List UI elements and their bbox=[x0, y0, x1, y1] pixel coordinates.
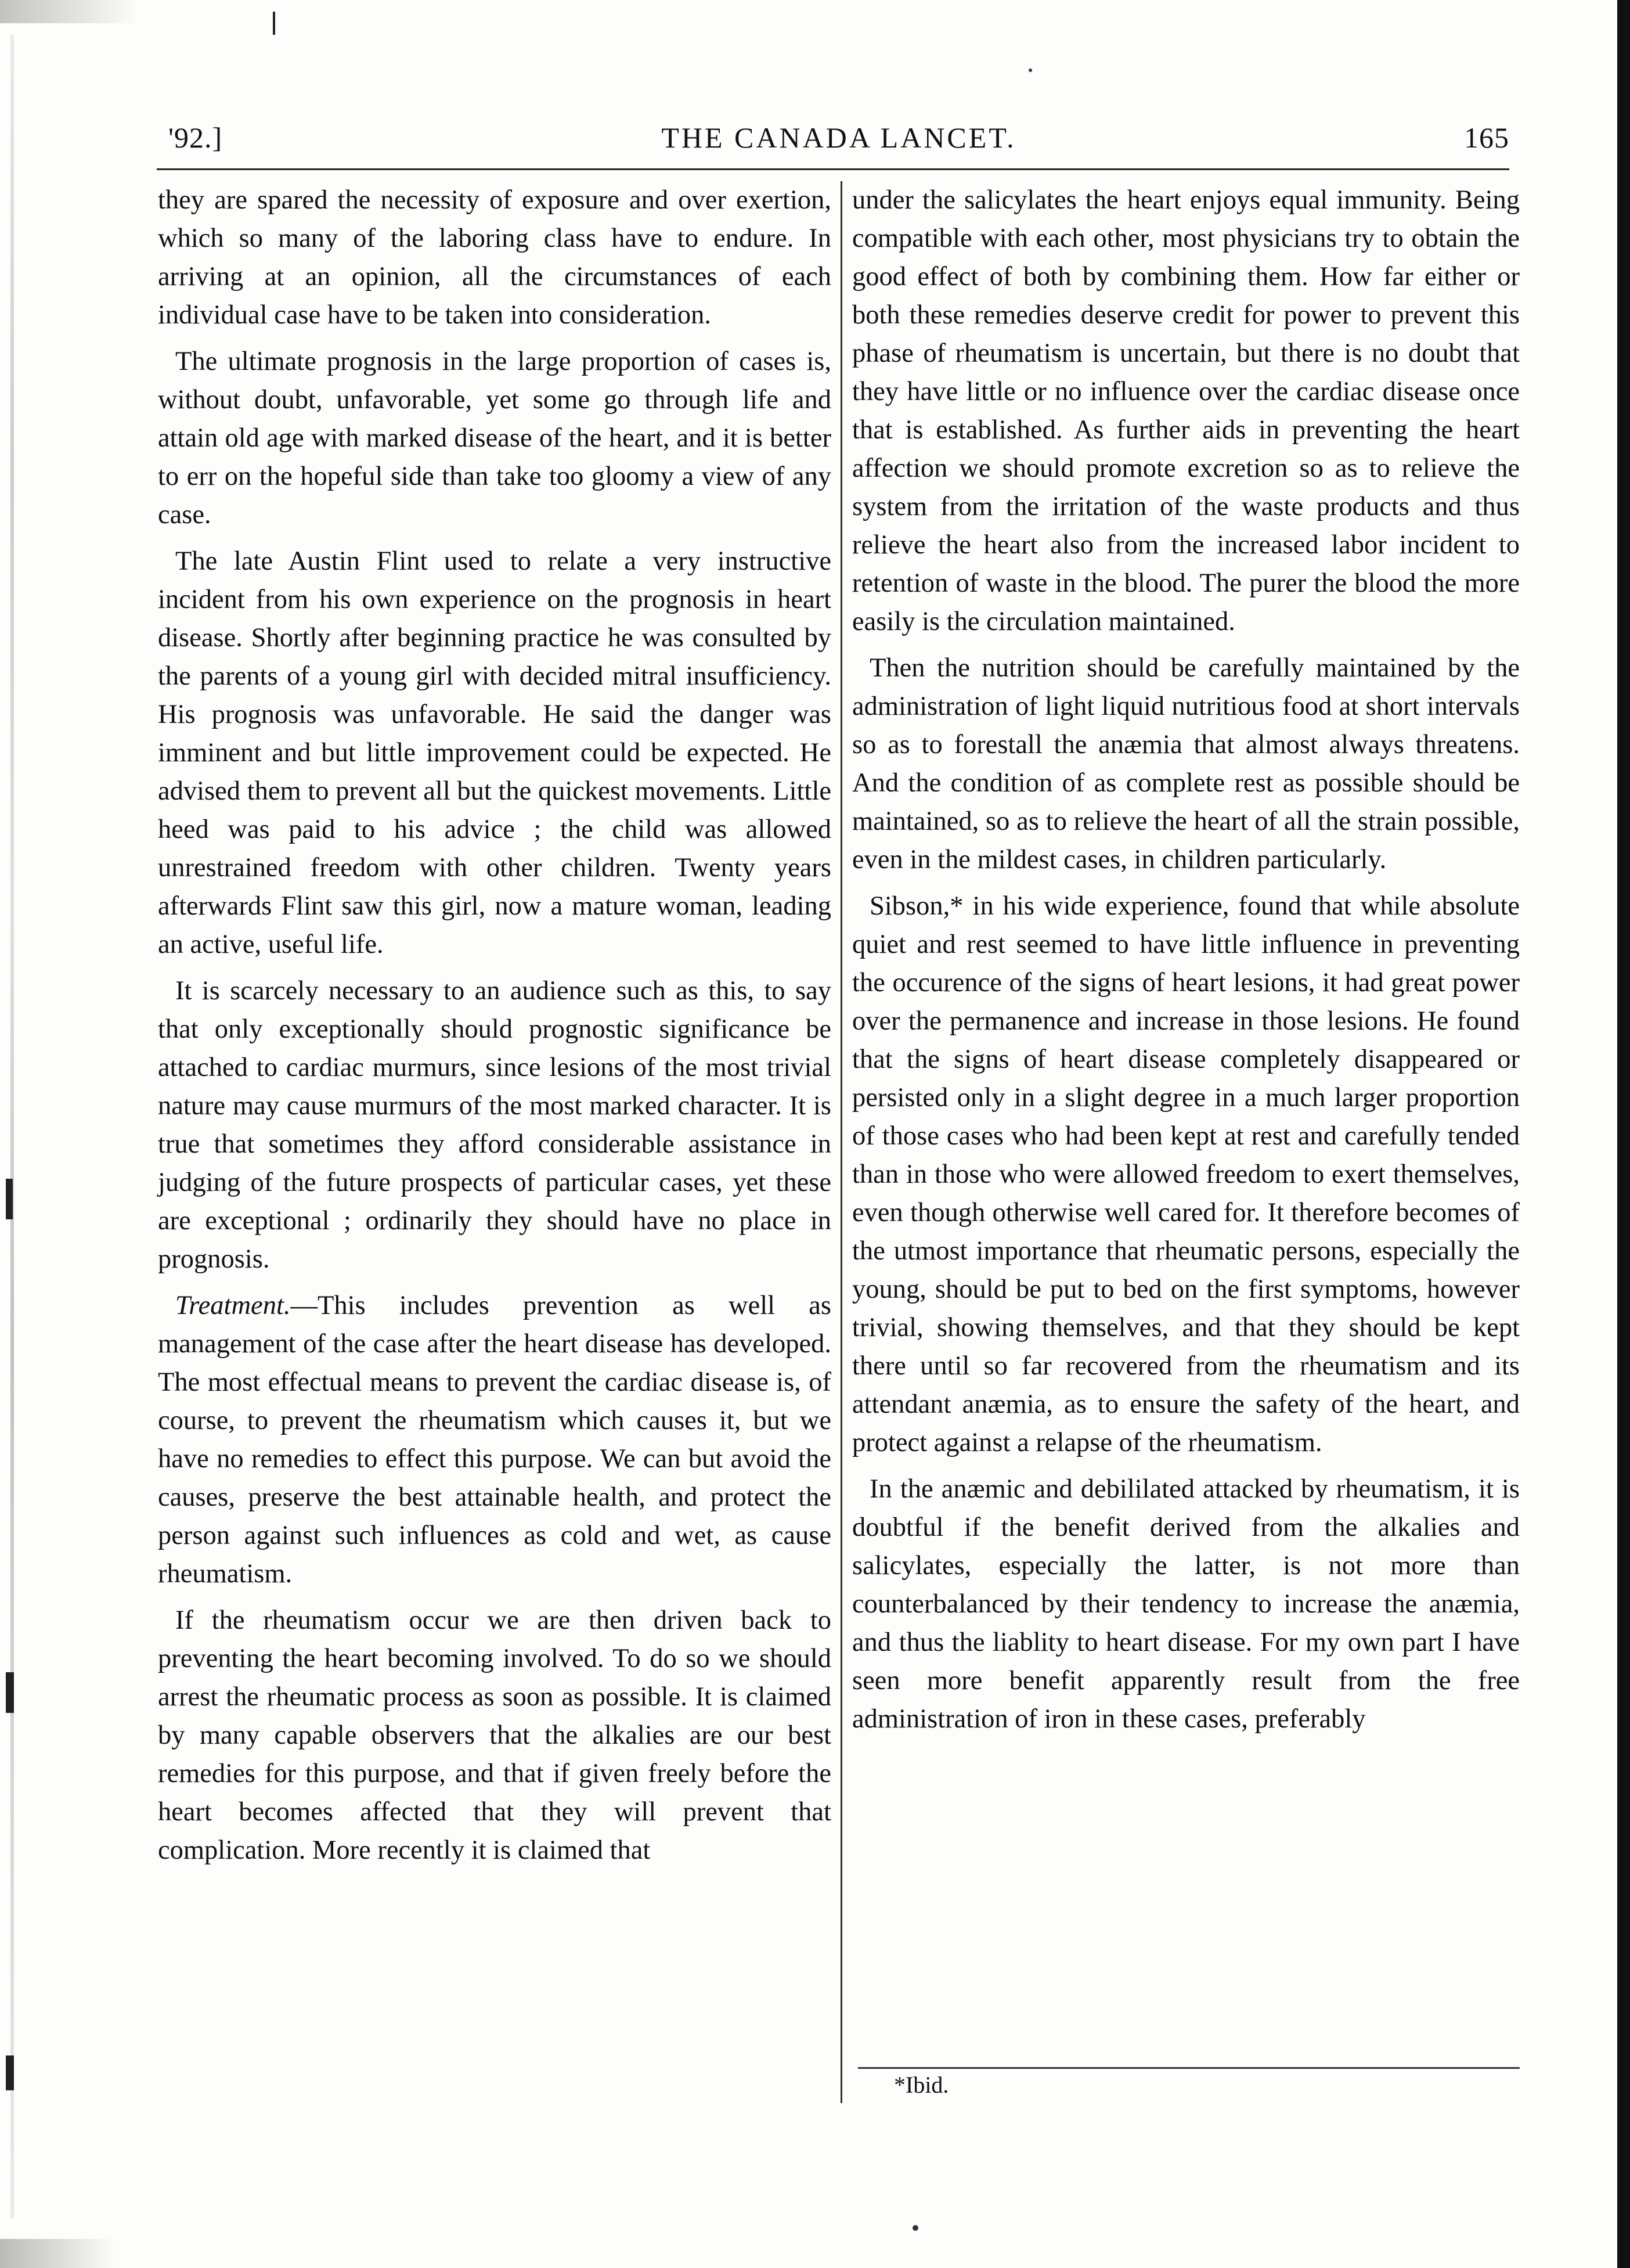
paragraph: The late Austin Flint used to relate a very instructive incident from his own experience on the prognosis in heart disease. Shortly after beginning practice he was consulted by the parents of a young girl with decided mitral insufficiency. His prognosis was unfavorable. He said the danger was imminent and but little improvement could be expected. He advised them to prevent all but the quickest movements. Little heed was paid to his advice ; the child was allowed unrestrained freedom with other children. Twenty years afterwards Flint saw this girl, now a mature woman, leading an active, useful life. bbox=[158, 546, 831, 959]
scan-mark bbox=[6, 1179, 13, 1219]
scan-edge-border bbox=[1617, 0, 1630, 2268]
treatment-text: —This includes prevention as well as management of the case after the heart disease has developed. The most effectual means to prevent the cardiac disease is, of course, to prevent the rheumatism which causes it, but we have no remedies to effect this purpose. We can but avoid the causes, preserve the best attainable health, and protect the person against such influences as cold and wet, as cause rheumatism. bbox=[158, 1291, 831, 1589]
scan-edge-shadow bbox=[10, 35, 14, 2218]
scan-mark bbox=[273, 12, 275, 35]
paragraph: Sibson,* in his wide experience, found that while absolute quiet and rest seemed to have little influence in preventing the occurence of the signs of heart lesions, it had great power over the permanence and increase in those lesions. He found that the signs of heart disease completely disappeared or persisted only in a slight degree in a much larger proportion of those cases who had been kept at rest and carefully tended than in those who were allowed freedom to exert themselves, even though otherwise well cared for. It therefore becomes of the utmost importance that rheumatic persons, especially the young, should be put to bed on the first symptoms, however trivial, showing themselves, and that they should be kept there until so far recovered from the rheumatism and its attendant anæmia, as to ensure the safety of the heart, and protect against a relapse of the rheumatism. bbox=[852, 891, 1520, 1457]
paragraph: If the rheumatism occur we are then driven back to preventing the heart becoming involved. To do so we should arrest the rheumatic process as soon as possible. It is claimed by many capable observers that the alkalies are our best remedies for this purpose, and that if given freely before the heart becomes affected that they will prevent that complication. More recently it is claimed that bbox=[158, 1605, 831, 1865]
right-column bbox=[852, 181, 1520, 1747]
column-divider bbox=[841, 181, 842, 2103]
scan-mark bbox=[6, 1672, 14, 1713]
paragraph: It is scarcely necessary to an audience such as this, to say that only exceptionally should prognostic significance be attached to cardiac murmurs, since lesions of the most trivial nature may cause murmurs of the most marked character. It is true that sometimes they afford considerable assistance in judging of the future prospects of particular cases, yet these are exceptional ; ordinarily they should have no place in prognosis. bbox=[158, 976, 831, 1274]
header-rule bbox=[157, 168, 1509, 170]
scan-speck bbox=[1029, 69, 1032, 72]
scan-speck bbox=[913, 2225, 918, 2231]
journal-title: THE CANADA LANCET. bbox=[661, 121, 1016, 154]
paragraph: under the salicylates the heart enjoys equal immunity. Being compatible with each other, most physicians try to obtain the good effect of both by combining them. How far either or both these remedies deserve credit for power to prevent this phase of rheumatism is uncertain, but there is no doubt that they have little or no influence over the cardiac disease once that is established. As further aids in preventing the heart affection we should promote excretion so as to relieve the system from the irritation of the waste products and thus relieve the heart also from the increased labor incident to retention of waste in the blood. The purer the blood the more easily is the circulation maintained. bbox=[852, 185, 1520, 636]
left-column bbox=[158, 181, 831, 1878]
paragraph: Then the nutrition should be carefully maintained by the administration of light liquid nutritious food at short intervals so as to forestall the anæmia that almost always threatens. And the condition of as complete rest as possible should be maintained, so as to relieve the heart of all the strain possible, even in the mildest cases, in children particularly. bbox=[852, 653, 1520, 874]
treatment-heading: Treatment. bbox=[175, 1291, 291, 1320]
footnote: *Ibid. bbox=[894, 2072, 949, 2098]
paragraph: they are spared the necessity of exposure and over exertion, which so many of the laboring class have to endure. In arriving at an opinion, all the circumstances of each individual case have to be taken into consideration. bbox=[158, 185, 831, 330]
scan-corner-artifact bbox=[0, 2239, 116, 2268]
running-head bbox=[168, 121, 1509, 161]
scan-mark bbox=[6, 2055, 14, 2090]
paragraph: In the anæmic and debililated attacked by rheumatism, it is doubtful if the benefit derived from the alkalies and salicylates, especially the latter, is not more than counterbalanced by their tendency to increase the anæmia, and thus the liablity to heart disease. For my own part I have seen more benefit apparently result from the free administration of iron in these cases, preferably bbox=[852, 1474, 1520, 1734]
paragraph: The ultimate prognosis in the large proportion of cases is, without doubt, unfavorable, yet some go through life and attain old age with marked disease of the heart, and it is better to err on the hopeful side than take too gloomy a view of any case. bbox=[158, 347, 831, 530]
footnote-rule bbox=[858, 2067, 1520, 2069]
running-head-year: '92.] bbox=[168, 121, 223, 154]
page-number: 165 bbox=[1464, 121, 1509, 154]
treatment-paragraph bbox=[158, 1287, 831, 1593]
scan-corner-artifact bbox=[0, 0, 139, 23]
